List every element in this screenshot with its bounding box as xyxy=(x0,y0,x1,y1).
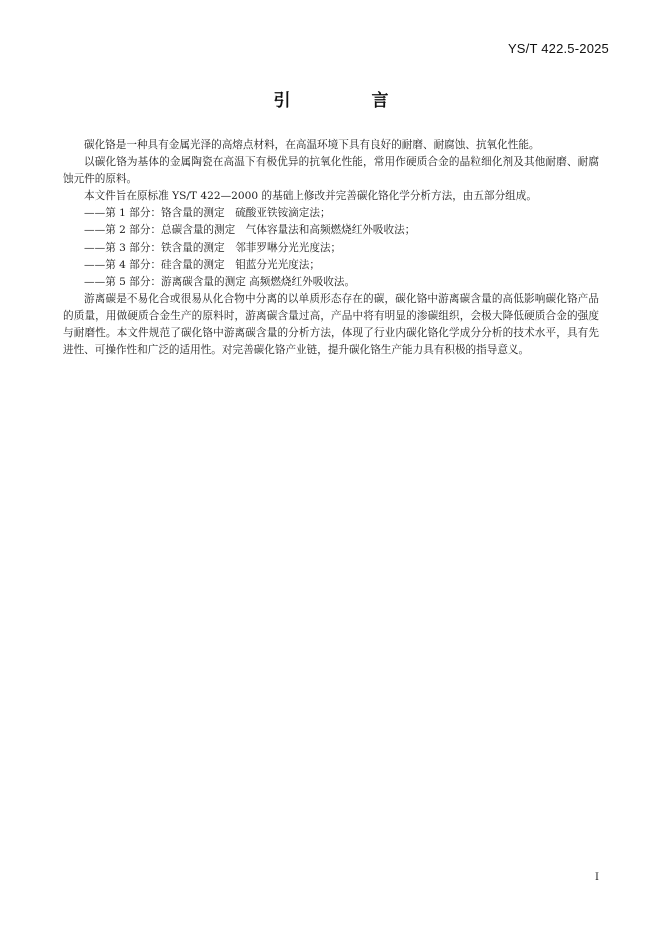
part-list-item: ——第 3 部分：铁含量的测定 邻菲罗啉分光光度法； xyxy=(84,241,342,254)
part-list-item: ——第 1 部分：铬含量的测定 硫酸亚铁铵滴定法； xyxy=(84,207,331,220)
paragraph-intro-1: 碳化铬是一种具有金属光泽的高熔点材料，在高温环境下具有良好的耐磨、耐腐蚀、抗氧化性能。 xyxy=(84,139,540,151)
paragraph-intro-3: 本文件旨在原标准 YS/T 422—2000 的基础上修改并完善碳化铬化学分析方法，由五部分组成。 xyxy=(84,190,537,203)
part-list-item: ——第 5 部分：游离碳含量的测定 高频燃烧红外吸收法。 xyxy=(84,275,356,288)
part-list-item: ——第 4 部分：硅含量的测定 钼蓝分光光度法； xyxy=(84,258,320,271)
document-body xyxy=(63,137,599,359)
part-list-item: ——第 2 部分：总碳含量的测定 气体容量法和高频燃烧红外吸收法； xyxy=(84,224,416,237)
page-title: 引 言 xyxy=(273,91,421,111)
paragraph-free-carbon: 游离碳是不易化合或很易从化合物中分离的以单质形态存在的碳，碳化铬中游离碳含量的高低影响碳化铬产品的质量，用做硬质合金生产的原料时，游离碳含量过高，产品中将有明显的渗碳组织，会极大降低硬质合金的强度与耐磨性。本文件规范了碳化铬中游离碳含量的分析方法，体现了行业内碳化铬化学成分分析的技术水平，具有先进性、可操作性和广泛的适用性。对完善碳化铬产业链，提升碳化铬生产能力具有积极的指导意义。 xyxy=(63,292,599,357)
paragraph-intro-2: 以碳化铬为基体的金属陶瓷在高温下有极优异的抗氧化性能，常用作硬质合金的晶粒细化剂及其他耐磨、耐腐蚀元件的原料。 xyxy=(63,156,599,186)
page-number: I xyxy=(595,872,599,883)
standard-code: YS/T 422.5-2025 xyxy=(507,41,609,56)
